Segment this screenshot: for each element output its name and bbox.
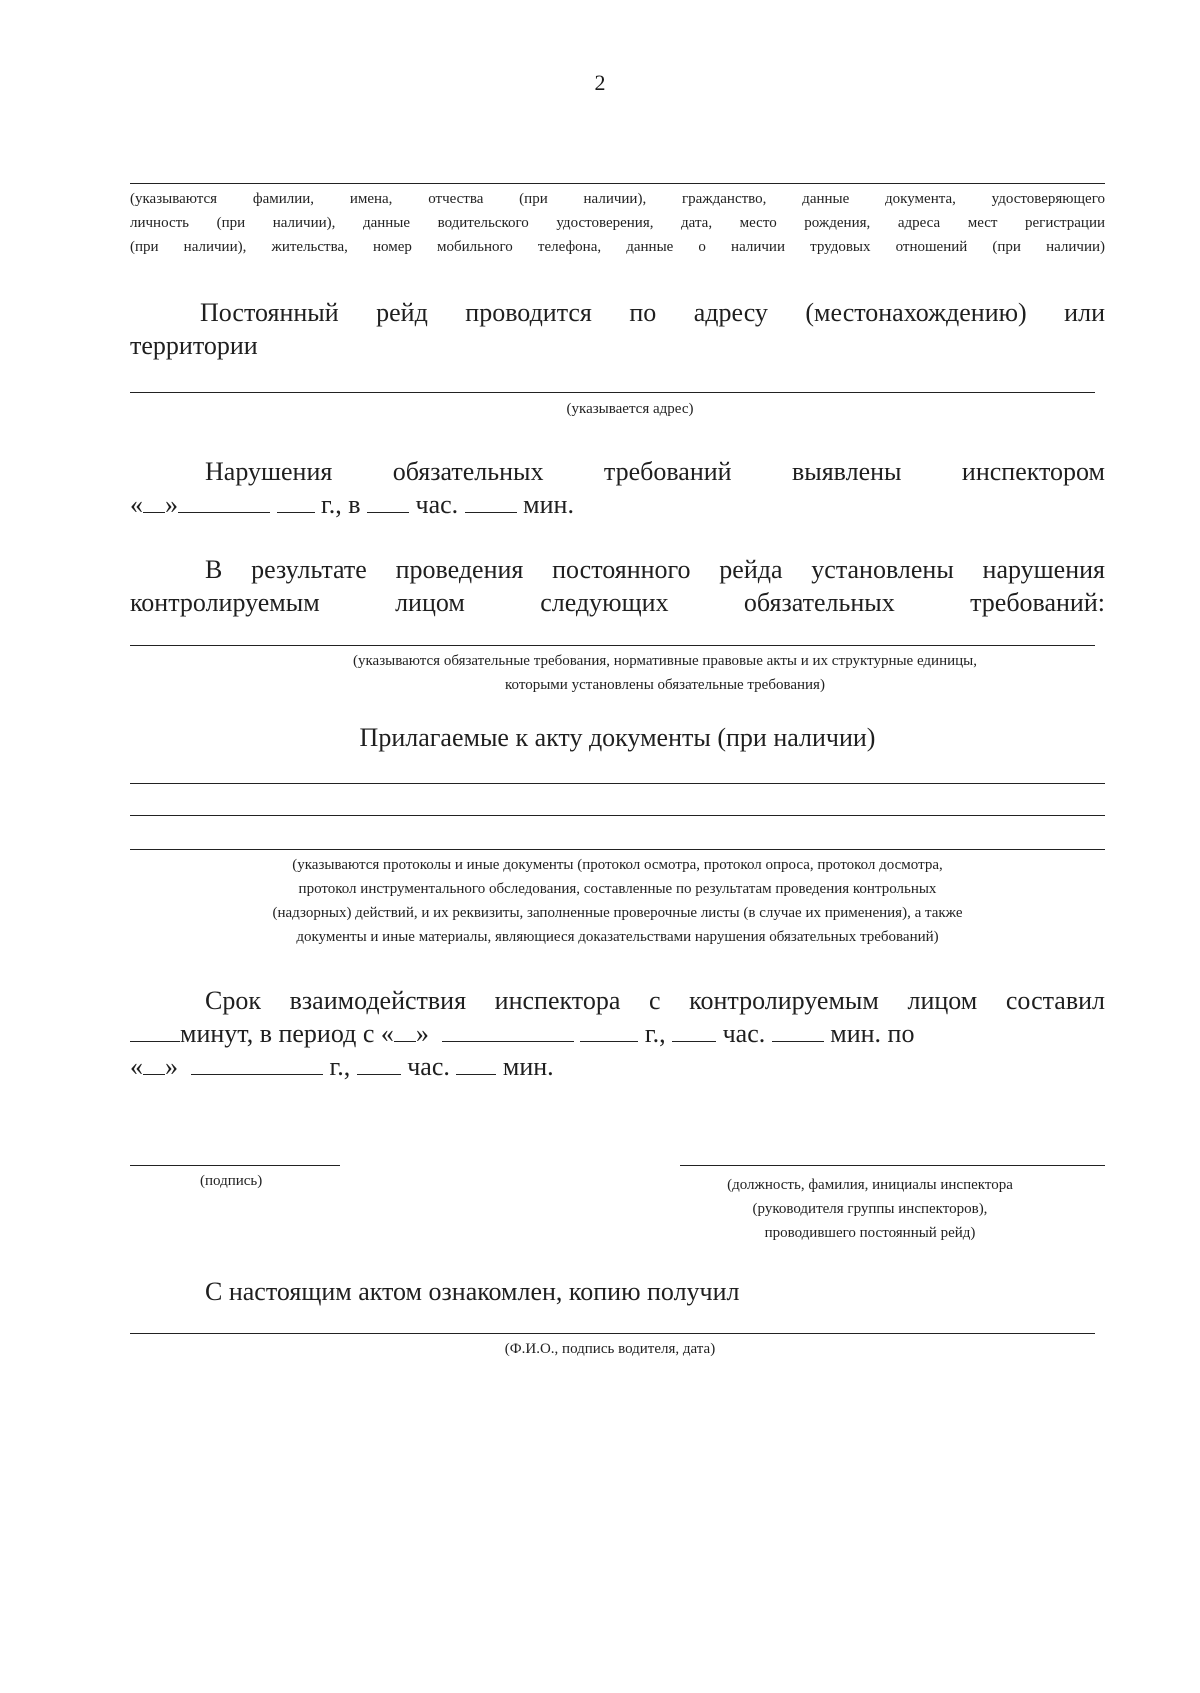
signature-caption: (подпись) (200, 1173, 263, 1189)
interaction-period-line-1: Срок взаимодействия инспектора с контролируемым лицом составил (205, 986, 1105, 1015)
from-month-blank[interactable] (442, 1019, 574, 1042)
to-year-label: г., (329, 1052, 351, 1081)
violations-detected-line-1: Нарушения обязательных требований выявлены инспектором (205, 457, 1105, 486)
from-day-blank[interactable] (394, 1019, 416, 1042)
to-day-blank[interactable] (143, 1052, 165, 1075)
page-number: 2 (594, 70, 606, 95)
to-hour-blank[interactable] (357, 1052, 401, 1075)
from-close-quote: » (415, 1019, 429, 1048)
to-date-blank[interactable] (191, 1052, 323, 1075)
to-minute-blank[interactable] (456, 1052, 496, 1075)
to-close-quote: » (165, 1052, 178, 1081)
interaction-period-line-2 (130, 1017, 1105, 1050)
signature-line[interactable] (130, 1165, 340, 1166)
acknowledgement-fill-line[interactable] (130, 1333, 1095, 1334)
attachments-caption-line-1: (указываются протоколы и иные документы (протокол осмотра, протокол опроса, протокол досмотра, (292, 857, 943, 873)
attachments-heading: Прилагаемые к акту документы (при наличии) (359, 723, 876, 752)
to-open-quote: « (130, 1052, 143, 1081)
minute-blank[interactable] (465, 490, 517, 513)
attachments-fill-line-1 (130, 783, 1105, 784)
attachments-fill-line-3 (130, 849, 1105, 850)
hour-blank[interactable] (367, 490, 409, 513)
raid-address-caption: (указывается адрес) (566, 401, 694, 417)
violations-detected-date-line (130, 488, 1030, 521)
minutes-count-blank[interactable] (130, 1019, 180, 1042)
acknowledgement-text: С настоящим актом ознакомлен, копию получил (205, 1277, 740, 1306)
persons-caption-line-2: личность (при наличии), данные водительского удостоверения, дата, место рождения, адреса мест регистрации (130, 215, 1105, 231)
close-quote: » (165, 490, 178, 519)
inspector-caption-line-1: (должность, фамилия, инициалы инспектора (727, 1177, 1013, 1193)
attachments-fill-line-2 (130, 815, 1105, 816)
minutes-label: минут, в период с (180, 1019, 375, 1048)
from-year-blank[interactable] (580, 1019, 638, 1042)
from-hour-label: час. (722, 1019, 766, 1048)
attachments-caption-line-4: документы и иные материалы, являющиеся доказательствами нарушения обязательных требований) (296, 929, 939, 945)
year-blank[interactable] (277, 490, 315, 513)
acknowledgement-caption: (Ф.И.О., подпись водителя, дата) (504, 1341, 716, 1357)
day-blank[interactable] (143, 490, 165, 513)
raid-result-line-2: контролируемым лицом следующих обязательных требований: (130, 588, 1105, 617)
hour-label: час. (415, 490, 459, 519)
raid-result-line-1: В результате проведения постоянного рейда установлены нарушения (205, 555, 1105, 584)
from-year-label: г., (644, 1019, 666, 1048)
attachments-caption-line-2: протокол инструментального обследования, составленные по результатам проведения контрольных (298, 881, 937, 897)
inspector-caption-line-3: проводившего постоянный рейд) (764, 1225, 976, 1241)
to-label: по (887, 1019, 915, 1048)
to-hour-label: час. (407, 1052, 450, 1081)
raid-address-line-2: территории (130, 331, 258, 360)
minute-label: мин. (523, 490, 574, 519)
from-minute-blank[interactable] (772, 1019, 824, 1042)
attachments-caption-line-3: (надзорных) действий, и их реквизиты, заполненные проверочные листы (в случае их применения), а также (272, 905, 963, 921)
persons-caption-line-1: (указываются фамилии, имена, отчества (при наличии), гражданство, данные документа, удостоверяющего (130, 191, 1105, 207)
month-blank[interactable] (178, 490, 270, 513)
from-minute-label: мин. (830, 1019, 882, 1048)
year-label: г., в (321, 490, 361, 519)
inspector-caption-line-2: (руководителя группы инспекторов), (752, 1201, 988, 1217)
to-minute-label: мин. (502, 1052, 554, 1081)
from-hour-blank[interactable] (672, 1019, 716, 1042)
raid-address-fill-line (130, 392, 1095, 393)
persons-caption-line-3: (при наличии), жительства, номер мобильного телефона, данные о наличии трудовых отношений (при наличии) (130, 239, 1105, 255)
interaction-period-line-3 (130, 1050, 1030, 1083)
raid-result-caption-line-1: (указываются обязательные требования, нормативные правовые акты и их структурные единицы, (353, 653, 977, 669)
raid-result-fill-line (130, 645, 1095, 646)
persons-fill-line (130, 183, 1105, 184)
raid-address-line-1: Постоянный рейд проводится по адресу (местонахождению) или (200, 298, 1105, 327)
raid-result-caption-line-2: которыми установлены обязательные требования) (505, 677, 825, 693)
open-quote: « (130, 490, 143, 519)
inspector-line[interactable] (680, 1165, 1105, 1166)
from-open-quote: « (380, 1019, 394, 1048)
